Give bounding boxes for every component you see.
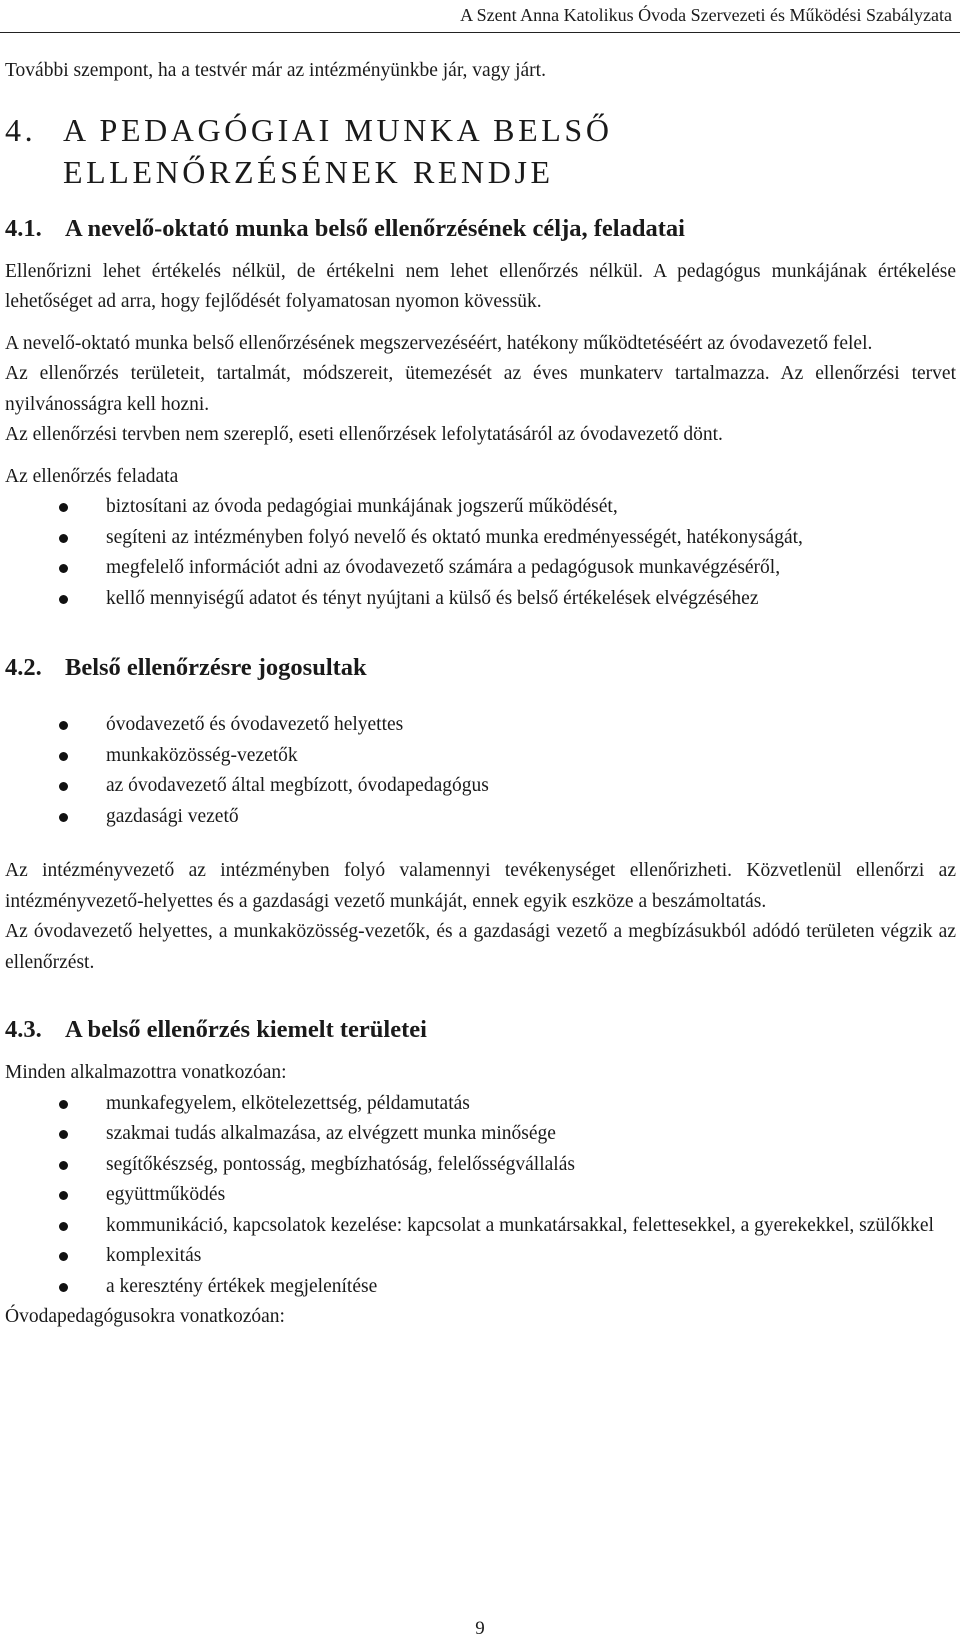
paragraph: A nevelő-oktató munka belső ellenőrzésének megszervezéséért, hatékony működtetéséért az óvodavezető felel. — [5, 332, 873, 354]
paragraph: Ellenőrizni lehet értékelés nélkül, de értékelni nem lehet ellenőrzés nélkül. A pedagógus munkájának értékelése lehetőséget ad arra, hogy fejlődését folyamatosan nyomon kövessük. — [5, 260, 956, 312]
list-item: megfelelő információt adni az óvodavezető számára a pedagógusok munkavégzéséről, — [5, 553, 956, 584]
bullet-icon — [59, 595, 68, 604]
bullet-icon — [59, 1100, 68, 1109]
bullet-icon — [59, 534, 68, 543]
list-item: munkaközösség-vezetők — [5, 741, 956, 772]
list-item: komplexitás — [5, 1241, 956, 1272]
bullet-icon — [59, 1191, 68, 1200]
bullet-icon — [59, 782, 68, 791]
section-heading-4-2 — [5, 652, 956, 684]
section-title: A belső ellenőrzés kiemelt területei — [65, 1016, 427, 1043]
header-rule — [0, 32, 960, 33]
page-number: 9 — [475, 1618, 485, 1639]
list-item: munkafegyelem, elkötelezettség, példamutatás — [5, 1089, 956, 1120]
list-item: a keresztény értékek megjelenítése — [5, 1272, 956, 1303]
bullet-icon — [59, 1130, 68, 1139]
bullet-icon — [59, 503, 68, 512]
running-header: A Szent Anna Katolikus Óvoda Szervezeti és Működési Szabályzata — [460, 5, 952, 25]
list-item: segíteni az intézményben folyó nevelő és oktató munka eredményességét, hatékonyságát, — [5, 523, 956, 554]
bullet-icon — [59, 1161, 68, 1170]
section-heading-4-3 — [5, 1014, 956, 1046]
chapter-title-line-1: A PEDAGÓGIAI MUNKA BELSŐ — [63, 111, 613, 148]
authorized-list — [5, 710, 956, 832]
section-number: 4.2. — [5, 654, 42, 681]
bullet-icon — [59, 752, 68, 761]
paragraph: Az ellenőrzési tervben nem szereplő, eseti ellenőrzések lefolytatásáról az óvodavezető dönt. — [5, 424, 723, 445]
bullet-icon — [59, 813, 68, 822]
bullet-icon — [59, 1283, 68, 1292]
list-item: kommunikáció, kapcsolatok kezelése: kapcsolat a munkatársakkal, felettesekkel, a gyerekekkel, szülőkkel — [5, 1211, 956, 1242]
chapter-title-line-2: ELLENŐRZÉSÉNEK RENDJE — [63, 153, 554, 190]
section-title: A nevelő-oktató munka belső ellenőrzésének célja, feladatai — [65, 214, 685, 242]
list-item: gazdasági vezető — [5, 802, 956, 833]
paragraph: Az ellenőrzés területeit, tartalmát, módszereit, ütemezését az éves munkaterv tartalmazza. Az ellenőrzési tervet nyilvánosságra kell hozni. — [5, 363, 956, 415]
list-item: együttműködés — [5, 1180, 956, 1211]
staff-label: Minden alkalmazottra vonatkozóan: — [5, 1062, 287, 1083]
page-content — [5, 56, 956, 1333]
list-item: óvodavezető és óvodavezető helyettes — [5, 710, 956, 741]
chapter-heading — [5, 109, 956, 193]
chapter-title — [63, 109, 956, 193]
tasks-label: Az ellenőrzés feladata — [5, 465, 179, 487]
list-item: biztosítani az óvoda pedagógiai munkájának jogszerű működését, — [5, 492, 956, 523]
paragraph: Az óvodavezető helyettes, a munkaközösség-vezetők, és a gazdasági vezető a megbízásukból adódó területen végzik az ellenőrzést. — [5, 921, 956, 973]
tasks-list — [5, 492, 956, 614]
list-item: segítőkészség, pontosság, megbízhatóság, felelősségvállalás — [5, 1150, 956, 1181]
list-item: az óvodavezető által megbízott, óvodapedagógus — [5, 771, 956, 802]
bullet-icon — [59, 721, 68, 730]
section-title: Belső ellenőrzésre jogosultak — [65, 654, 367, 681]
paragraph: Az intézményvezető az intézményben folyó valamennyi tevékenységet ellenőrizheti. Közvetlenül ellenőrzi az intézményvezető-helyettes és a gazdasági vezető munkáját, ennek egyik eszköze a beszámoltatás. — [5, 860, 956, 912]
list-item: kellő mennyiségű adatot és tényt nyújtani a külső és belső értékelések elvégzéséhez — [5, 584, 956, 615]
bullet-icon — [59, 564, 68, 573]
teachers-label: Óvodapedagógusokra vonatkozóan: — [5, 1306, 285, 1327]
staff-areas-list — [5, 1089, 956, 1303]
section-number: 4.1. — [5, 214, 42, 242]
section-heading-4-1 — [5, 213, 956, 245]
list-item: szakmai tudás alkalmazása, az elvégzett munka minősége — [5, 1119, 956, 1150]
bullet-icon — [59, 1252, 68, 1261]
section-number: 4.3. — [5, 1016, 42, 1043]
bullet-icon — [59, 1222, 68, 1231]
intro-line: További szempont, ha a testvér már az intézményünkbe jár, vagy járt. — [5, 60, 546, 81]
chapter-number: 4. — [5, 111, 37, 148]
